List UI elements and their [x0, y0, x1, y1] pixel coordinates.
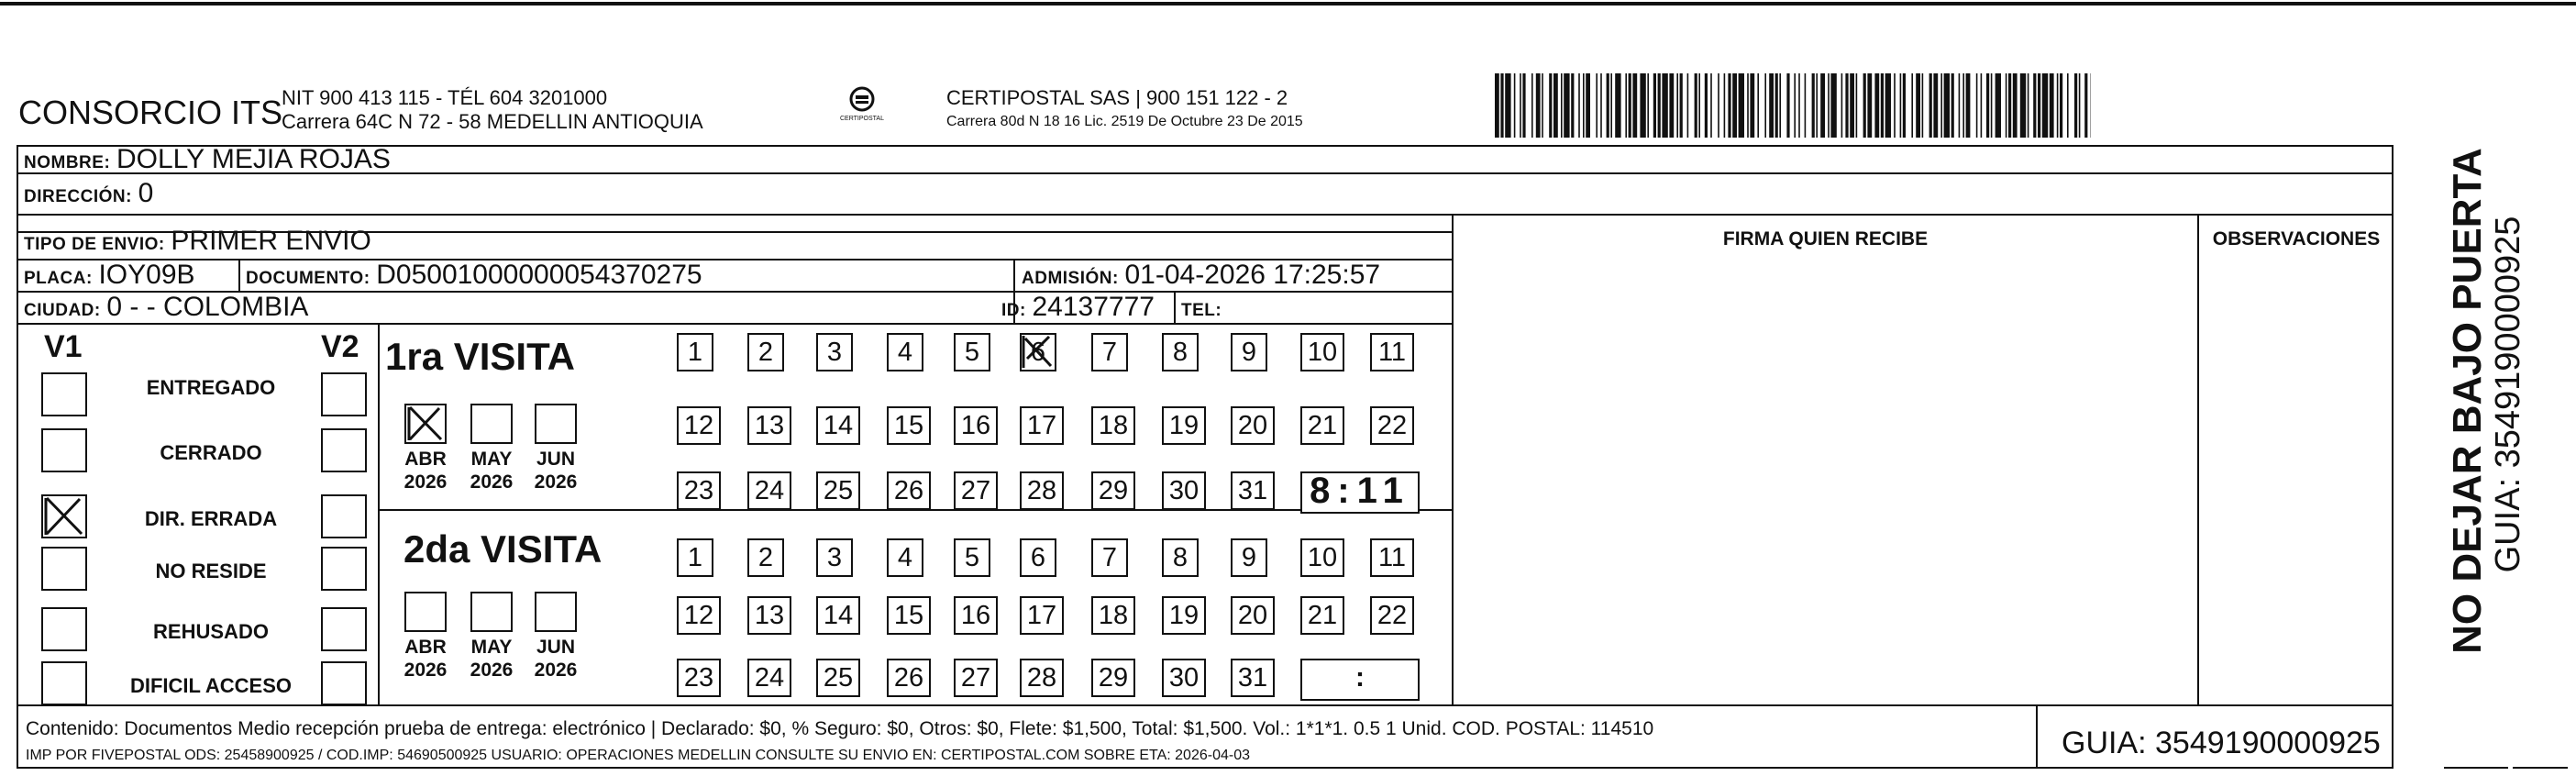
- check-x-icon: [41, 494, 87, 538]
- visit1-day-box[interactable]: 5: [954, 333, 990, 371]
- certipostal-address: Carrera 80d N 18 16 Lic. 2519 De Octubre 23 De 2015: [946, 114, 1303, 129]
- status-option-label: REHUSADO: [153, 620, 269, 643]
- visit1-day-box[interactable]: 12: [677, 406, 721, 445]
- visit1-day-box[interactable]: 23: [677, 471, 721, 510]
- visit2-day-box[interactable]: 22: [1370, 596, 1414, 635]
- visit2-day-box[interactable]: 17: [1020, 596, 1064, 635]
- side-text: [2412, 148, 2527, 697]
- v1-checkbox[interactable]: [41, 661, 87, 705]
- visit2-day-box[interactable]: 23: [677, 659, 721, 697]
- visit2-day-box[interactable]: 1: [677, 538, 713, 577]
- visit2-day-box[interactable]: 15: [887, 596, 931, 635]
- v1-checkbox[interactable]: [41, 428, 87, 472]
- visit1-day-box[interactable]: 20: [1231, 406, 1275, 445]
- visit2-time-box[interactable]: :: [1300, 659, 1420, 701]
- check-x-icon: [404, 404, 447, 444]
- direccion-value: 0: [138, 178, 154, 208]
- v2-checkbox[interactable]: [321, 661, 367, 705]
- tel-divider: [1174, 291, 1176, 323]
- row-line-2: [17, 214, 2394, 216]
- direccion-row: [24, 179, 153, 212]
- visit1-day-box[interactable]: 16: [954, 406, 998, 445]
- visit2-month-label: ABR 2026: [404, 637, 448, 681]
- check-x-icon: [1020, 333, 1056, 371]
- visit1-day-box[interactable]: 3: [816, 333, 853, 371]
- visit2-day-box[interactable]: 7: [1091, 538, 1128, 577]
- visit2-month-label: JUN 2026: [534, 637, 578, 681]
- visit1-day-box[interactable]: 6: [1020, 333, 1056, 371]
- v1-label: V1: [44, 329, 83, 364]
- v2-checkbox[interactable]: [321, 547, 367, 591]
- visit2-month-checkbox[interactable]: [470, 592, 513, 632]
- placa-value: IOY09B: [98, 260, 195, 290]
- admision-label: ADMISIÓN:: [1022, 269, 1119, 288]
- tipo-label: TIPO DE ENVIO:: [24, 235, 165, 254]
- visit1-day-box[interactable]: 30: [1162, 471, 1206, 510]
- visit2-day-box[interactable]: 24: [747, 659, 791, 697]
- visit2-month-checkbox[interactable]: [535, 592, 577, 632]
- visit1-day-box[interactable]: 28: [1020, 471, 1064, 510]
- v2-checkbox[interactable]: [321, 372, 367, 416]
- visit1-day-box[interactable]: 2: [747, 333, 784, 371]
- nombre-row: [24, 145, 391, 178]
- visit1-time-box[interactable]: 8:11: [1300, 471, 1420, 514]
- visit1-day-box[interactable]: 21: [1300, 406, 1344, 445]
- visit2-day-box[interactable]: 4: [887, 538, 923, 577]
- frame-right: [2392, 145, 2394, 769]
- visit1-day-box[interactable]: 24: [747, 471, 791, 510]
- visit1-day-box[interactable]: 31: [1231, 471, 1275, 510]
- visit1-month-checkbox[interactable]: [404, 404, 447, 444]
- visit2-day-box[interactable]: 9: [1231, 538, 1267, 577]
- top-border: [0, 2, 2576, 6]
- visit1-day-box[interactable]: 4: [887, 333, 923, 371]
- imp-line: IMP POR FIVEPOSTAL ODS: 25458900925 / COD.IMP: 54690500925 USUARIO: OPERACIONES MEDELLIN CONSULTE SU ENVIO EN: CERTIPOSTAL.COM SOBRE ETA: 2026-04-03: [26, 748, 1250, 763]
- visit1-day-box[interactable]: 26: [887, 471, 931, 510]
- visit1-day-box[interactable]: 1: [677, 333, 713, 371]
- company-name: CONSORCIO ITS: [18, 94, 283, 131]
- visit2-day-box[interactable]: 18: [1091, 596, 1135, 635]
- visit1-day-box[interactable]: 22: [1370, 406, 1414, 445]
- visit2-day-box[interactable]: 8: [1162, 538, 1199, 577]
- v2-label: V2: [321, 329, 359, 364]
- visit2-day-box[interactable]: 10: [1300, 538, 1344, 577]
- placa-divider: [238, 259, 240, 291]
- status-option-label: CERRADO: [160, 441, 262, 464]
- documento-row: [246, 261, 702, 294]
- nombre-label: NOMBRE:: [24, 153, 111, 172]
- v1-checkbox[interactable]: [41, 547, 87, 591]
- v2-checkbox[interactable]: [321, 494, 367, 538]
- direccion-label: DIRECCIÓN:: [24, 187, 132, 206]
- visit2-day-box[interactable]: 27: [954, 659, 998, 697]
- visit2-day-box[interactable]: 31: [1231, 659, 1275, 697]
- visit2-day-box[interactable]: 11: [1370, 538, 1414, 577]
- visit1-day-box[interactable]: 17: [1020, 406, 1064, 445]
- documento-value: D05001000000054370275: [376, 260, 702, 290]
- status-option-label: DIR. ERRADA: [144, 507, 278, 530]
- admision-value: 01-04-2026 17:25:57: [1124, 260, 1381, 290]
- visit1-day-box[interactable]: 15: [887, 406, 931, 445]
- nit-line: NIT 900 413 115 - TÉL 604 3201000: [282, 86, 608, 109]
- v1-checkbox[interactable]: [41, 494, 87, 538]
- visit1-day-box[interactable]: 11: [1370, 333, 1414, 371]
- visit2-day-box[interactable]: 21: [1300, 596, 1344, 635]
- status-option-label: NO RESIDE: [155, 560, 267, 582]
- visit2-day-box[interactable]: 13: [747, 596, 791, 635]
- visit1-month-checkbox[interactable]: [535, 404, 577, 444]
- guia-box-divider: [2036, 704, 2038, 767]
- visit2-month-label: MAY 2026: [470, 637, 514, 681]
- visit2-day-box[interactable]: 28: [1020, 659, 1064, 697]
- visit2-day-box[interactable]: 20: [1231, 596, 1275, 635]
- company-address: Carrera 64C N 72 - 58 MEDELLIN ANTIOQUIA: [282, 110, 703, 133]
- visit1-day-box[interactable]: 25: [816, 471, 860, 510]
- v2-checkbox[interactable]: [321, 428, 367, 472]
- visit2-day-box[interactable]: 5: [954, 538, 990, 577]
- visit1-day-box[interactable]: 9: [1231, 333, 1267, 371]
- guia-box: GUIA: 3549190000925: [2062, 726, 2381, 760]
- side-guia: GUIA: 3549190000925: [2489, 216, 2527, 573]
- status-option-label: ENTREGADO: [146, 376, 276, 399]
- visit1-day-box[interactable]: 7: [1091, 333, 1128, 371]
- id-row: [1001, 293, 1155, 326]
- visit1-day-box[interactable]: 27: [954, 471, 998, 510]
- certipostal-line: CERTIPOSTAL SAS | 900 151 122 - 2: [946, 86, 1288, 109]
- visit1-month-label: JUN 2026: [534, 449, 578, 493]
- visit1-day-box[interactable]: 18: [1091, 406, 1135, 445]
- ciudad-label: CIUDAD:: [24, 301, 101, 320]
- visit2-day-box[interactable]: 2: [747, 538, 784, 577]
- visit2-title: 2da VISITA: [404, 527, 603, 571]
- firma-area[interactable]: [1454, 261, 2197, 704]
- status-divider: [378, 323, 380, 704]
- visit1-month-label: MAY 2026: [470, 449, 514, 493]
- visit1-day-box[interactable]: 10: [1300, 333, 1344, 371]
- right-tick-2: [2513, 767, 2568, 769]
- v2-checkbox[interactable]: [321, 607, 367, 651]
- visit1-day-box[interactable]: 13: [747, 406, 791, 445]
- barcode: [1495, 73, 2091, 138]
- no-dejar-bajo-puerta: NO DEJAR BAJO PUERTA: [2445, 148, 2490, 654]
- certipostal-logo: [835, 83, 890, 132]
- visit1-day-box[interactable]: 29: [1091, 471, 1135, 510]
- observaciones-header: OBSERVACIONES: [2212, 228, 2381, 249]
- visit2-day-box[interactable]: 6: [1020, 538, 1056, 577]
- frame-left: [17, 145, 18, 769]
- nombre-value: DOLLY MEJIA ROJAS: [116, 144, 391, 174]
- id-value: 24137777: [1032, 292, 1155, 322]
- admision-row: [1022, 261, 1380, 294]
- visit2-month-checkbox[interactable]: [404, 592, 447, 632]
- visit1-title: 1ra VISITA: [385, 335, 575, 378]
- visit1-day-box[interactable]: 8: [1162, 333, 1199, 371]
- right-tick-1: [2444, 767, 2508, 769]
- visit2-day-box[interactable]: 30: [1162, 659, 1206, 697]
- visit1-month-label: ABR 2026: [404, 449, 448, 493]
- tipo-value: PRIMER ENVIO: [171, 226, 371, 256]
- id-label: ID:: [1001, 301, 1026, 320]
- visit2-day-box[interactable]: 29: [1091, 659, 1135, 697]
- firma-header: FIRMA QUIEN RECIBE: [1722, 228, 1929, 249]
- visit2-day-box[interactable]: 25: [816, 659, 860, 697]
- placa-row: [24, 261, 195, 294]
- observaciones-area[interactable]: [2199, 261, 2392, 704]
- visit1-day-box[interactable]: 14: [816, 406, 860, 445]
- documento-label: DOCUMENTO:: [246, 269, 370, 288]
- visit2-day-box[interactable]: 16: [954, 596, 998, 635]
- tipo-row: [24, 227, 371, 260]
- visit2-day-box[interactable]: 19: [1162, 596, 1206, 635]
- logo-text: CERTIPOSTAL: [840, 116, 884, 122]
- visit1-month-checkbox[interactable]: [470, 404, 513, 444]
- v1-checkbox[interactable]: [41, 372, 87, 416]
- visit2-day-box[interactable]: 14: [816, 596, 860, 635]
- placa-label: PLACA:: [24, 269, 93, 288]
- contenido-line: Contenido: Documentos Medio recepción prueba de entrega: electrónico | Declarado: $0, % Seguro: $0, Otros: $0, Flete: $1,500, Total: $1,500. Vol.: 1*1*1. 0.5 1 Unid. COD. POSTAL: 114510: [26, 718, 1654, 739]
- visit2-day-box[interactable]: 12: [677, 596, 721, 635]
- visit2-day-box[interactable]: 26: [887, 659, 931, 697]
- v1-checkbox[interactable]: [41, 607, 87, 651]
- visit2-day-box[interactable]: 3: [816, 538, 853, 577]
- tel-label: TEL:: [1181, 301, 1222, 320]
- ciudad-value: 0 - - COLOMBIA: [106, 292, 309, 322]
- ciudad-row: [24, 293, 308, 326]
- tel-row: [1181, 293, 1222, 326]
- visit1-day-box[interactable]: 19: [1162, 406, 1206, 445]
- status-option-label: DIFICIL ACCESO: [129, 674, 292, 697]
